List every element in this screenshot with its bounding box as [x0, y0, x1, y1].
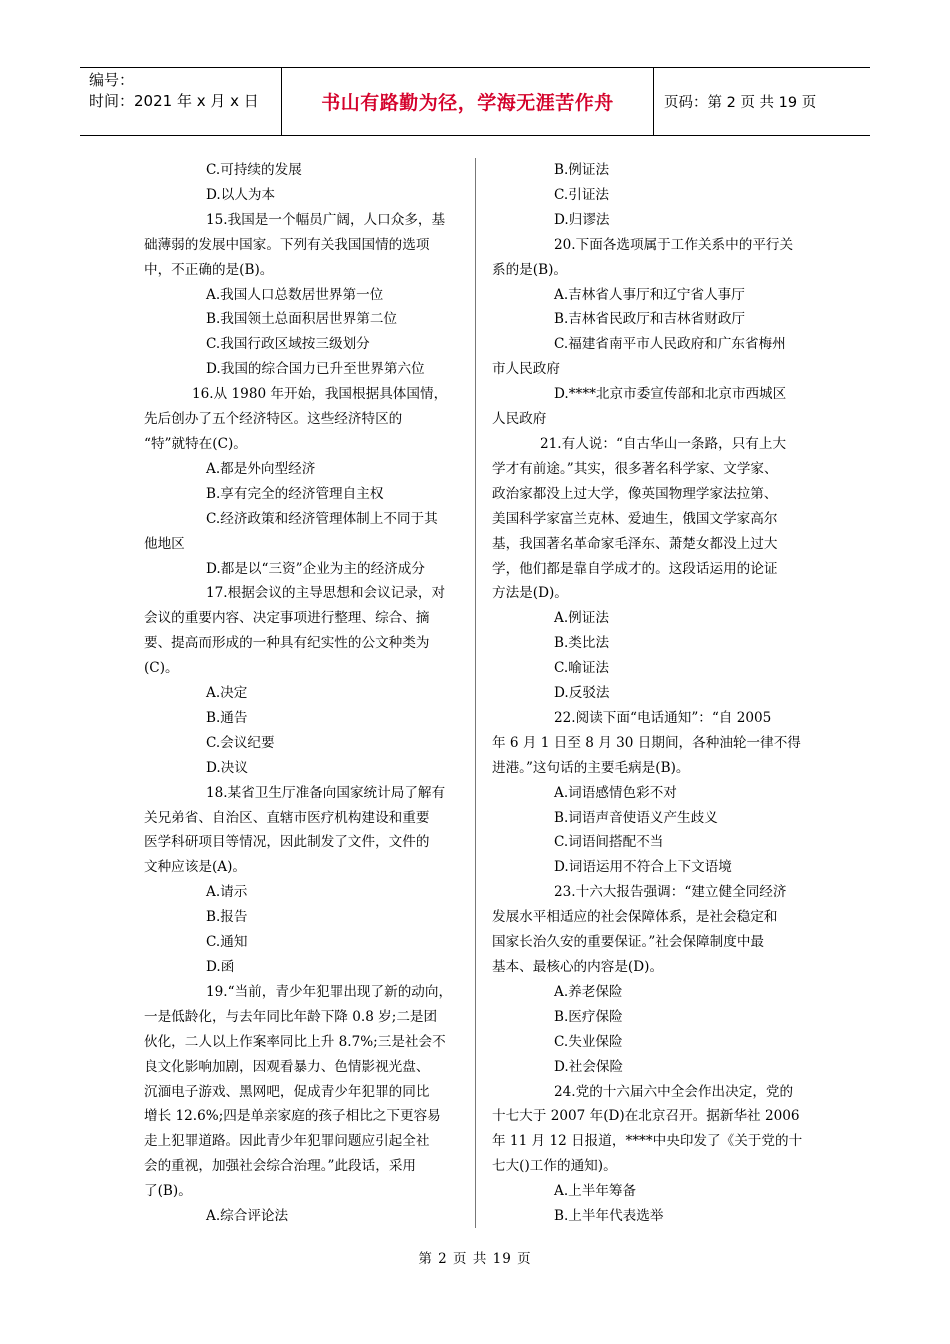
- text-line: 伙化，二人以上作案率同比上升 8.7%;三是社会不: [144, 1033, 446, 1050]
- text-line: D.我国的综合国力已升至世界第六位: [206, 361, 425, 378]
- text-line: B.我国领土总面积居世界第二位: [206, 311, 398, 328]
- text-line: C.词语间搭配不当: [554, 834, 664, 851]
- text-line: D.函: [206, 959, 235, 975]
- text-line: D.归谬法: [554, 211, 610, 228]
- page-header: [80, 67, 870, 136]
- text-line: (C)。: [144, 660, 179, 677]
- text-line: 进港。”这句话的主要毛病是(B)。: [492, 759, 690, 776]
- text-line: C.福建省南平市人民政府和广东省梅州: [554, 336, 786, 353]
- text-line: 系的是(B)。: [492, 261, 567, 278]
- text-line: 会的重视，加强社会综合治理。”此段话，采用: [144, 1158, 417, 1175]
- text-line: 关兄弟省、自治区、直辖市医疗机构建设和重要: [144, 809, 430, 826]
- text-line: 医学科研项目等情况，因此制发了文件，文件的: [144, 834, 430, 851]
- text-line: B.通告: [206, 709, 248, 726]
- column-divider: [475, 158, 476, 1228]
- text-line: C.经济政策和经济管理体制上不同于其: [206, 510, 438, 527]
- header-page-label: 页码：第 2 页 共 19 页: [664, 95, 817, 111]
- text-line: D.以人为本: [206, 186, 276, 203]
- text-line: 良文化影响加剧，因观看暴力、色情影视光盘、: [144, 1058, 430, 1075]
- text-line: “特”就特在(C)。: [144, 435, 247, 452]
- text-line: 美国科学家富兰克林、爱迪生，俄国文学家高尔: [492, 510, 778, 527]
- text-line: A.请示: [206, 884, 248, 901]
- text-line: A.综合评论法: [206, 1208, 289, 1225]
- text-line: 基，我国著名革命家毛泽东、萧楚女都没上过大: [492, 535, 778, 552]
- text-line: B.词语声音使语义产生歧义: [554, 809, 718, 826]
- text-line: A.上半年筹备: [554, 1183, 637, 1200]
- text-line: 了(B)。: [144, 1183, 192, 1200]
- text-line: 文种应该是(A)。: [144, 859, 246, 876]
- text-line: 会议的重要内容、决定事项进行整理、综合、摘: [144, 610, 430, 627]
- text-line: 方法是(D)。: [492, 585, 568, 602]
- text-line: C.喻证法: [554, 660, 610, 677]
- text-line: A.我国人口总数居世界第一位: [206, 286, 384, 303]
- text-line: 年 11 月 12 日报道，****中央印发了《关于党的十: [492, 1133, 803, 1150]
- text-line: B.上半年代表选举: [554, 1208, 664, 1225]
- text-line: 沉湎电子游戏、黑网吧，促成青少年犯罪的同比: [144, 1083, 430, 1100]
- text-line: D.社会保险: [554, 1058, 624, 1075]
- text-line: 先后创办了五个经济特区。这些经济特区的: [144, 411, 403, 428]
- text-line: 发展水平相适应的社会保障体系，是社会稳定和: [492, 909, 778, 926]
- text-line: 学，他们都是靠自学成才的。这段话运用的论证: [492, 560, 778, 577]
- text-line: C.可持续的发展: [206, 162, 302, 178]
- text-line: B.例证法: [554, 162, 610, 178]
- text-line: 学才有前途。”其实，很多著名科学家、文学家、: [492, 460, 778, 477]
- text-line: 18.某省卫生厅准备向国家统计局了解有: [206, 784, 446, 801]
- text-line: 基本、最核心的内容是(D)。: [492, 959, 664, 975]
- text-line: 增长 12.6%;四是单亲家庭的孩子相比之下更容易: [144, 1108, 441, 1125]
- text-line: 七大()工作的通知)。: [492, 1158, 617, 1175]
- text-line: 23.十六大报告强调：“建立健全同经济: [554, 884, 787, 901]
- header-motto: 书山有路勤为径，学海无涯苦作舟: [321, 92, 614, 114]
- text-line: D.****北京市委宣传部和北京市西城区: [554, 386, 787, 403]
- text-line: 21.有人说：“自古华山一条路，只有上大: [540, 435, 787, 452]
- text-line: A.都是外向型经济: [206, 460, 316, 477]
- text-line: 国家长治久安的重要保证。”社会保障制度中最: [492, 934, 765, 951]
- text-line: A.吉林省人事厅和辽宁省人事厅: [554, 286, 745, 303]
- text-line: 走上犯罪道路。因此青少年犯罪问题应引起全社: [144, 1133, 430, 1150]
- text-line: 17.根据会议的主导思想和会议记录，对: [206, 585, 446, 602]
- right-column: [492, 158, 815, 1229]
- text-line: B.类比法: [554, 635, 610, 652]
- text-line: D.反驳法: [554, 685, 610, 702]
- text-line: A.例证法: [554, 610, 609, 627]
- text-line: C.我国行政区域按三级划分: [206, 336, 370, 353]
- text-line: A.决定: [206, 685, 248, 702]
- text-line: 市人民政府: [492, 361, 560, 378]
- time-label: 时间：2021 年 x 月 x 日: [89, 92, 259, 110]
- text-line: B.吉林省民政厅和吉林省财政厅: [554, 311, 746, 328]
- text-line: B.医疗保险: [554, 1008, 623, 1025]
- number-label: 编号：: [89, 71, 135, 89]
- text-line: 22.阅读下面“电话通知”：“自 2005: [554, 709, 772, 726]
- text-line: D.都是以“三资”企业为主的经济成分: [206, 560, 425, 577]
- text-line: 政治家都没上过大学，像英国物理学家法拉第、: [492, 485, 778, 502]
- text-line: C.通知: [206, 934, 248, 951]
- text-line: 一是低龄化，与去年同比年龄下降 0.8 岁;二是团: [144, 1008, 438, 1025]
- left-column: [144, 158, 461, 1229]
- text-line: 20.下面各选项属于工作关系中的平行关: [554, 236, 794, 253]
- text-line: 中，不正确的是(B)。: [144, 261, 274, 278]
- header-info: [89, 70, 279, 112]
- text-line: 15.我国是一个幅员广阔，人口众多，基: [206, 211, 446, 228]
- text-line: 19.“当前，青少年犯罪出现了新的动向，: [206, 983, 453, 1000]
- text-line: C.会议纪要: [206, 734, 275, 751]
- text-line: 16.从 1980 年开始，我国根据具体国情，: [192, 386, 448, 403]
- text-line: C.引证法: [554, 186, 610, 203]
- text-line: C.失业保险: [554, 1033, 623, 1050]
- text-line: B.享有完全的经济管理自主权: [206, 485, 384, 502]
- text-line: 十七大于 2007 年(D)在北京召开。据新华社 2006: [492, 1108, 800, 1125]
- text-line: 他地区: [144, 535, 185, 552]
- text-line: A.养老保险: [554, 983, 623, 1000]
- text-line: 础薄弱的发展中国家。下列有关我国国情的选项: [144, 236, 430, 253]
- text-line: 人民政府: [492, 411, 547, 428]
- page-footer: 第 2 页 共 19 页: [418, 1251, 532, 1267]
- text-line: 年 6 月 1 日至 8 月 30 日期间，各种油轮一律不得: [492, 734, 801, 751]
- text-line: B.报告: [206, 909, 248, 926]
- text-line: D.词语运用不符合上下文语境: [554, 859, 732, 876]
- text-line: 24.党的十六届六中全会作出决定，党的: [554, 1083, 794, 1100]
- text-line: A.词语感情色彩不对: [554, 784, 677, 801]
- text-line: 要、提高而形成的一种具有纪实性的公文种类为: [144, 635, 430, 652]
- text-line: D.决议: [206, 759, 248, 776]
